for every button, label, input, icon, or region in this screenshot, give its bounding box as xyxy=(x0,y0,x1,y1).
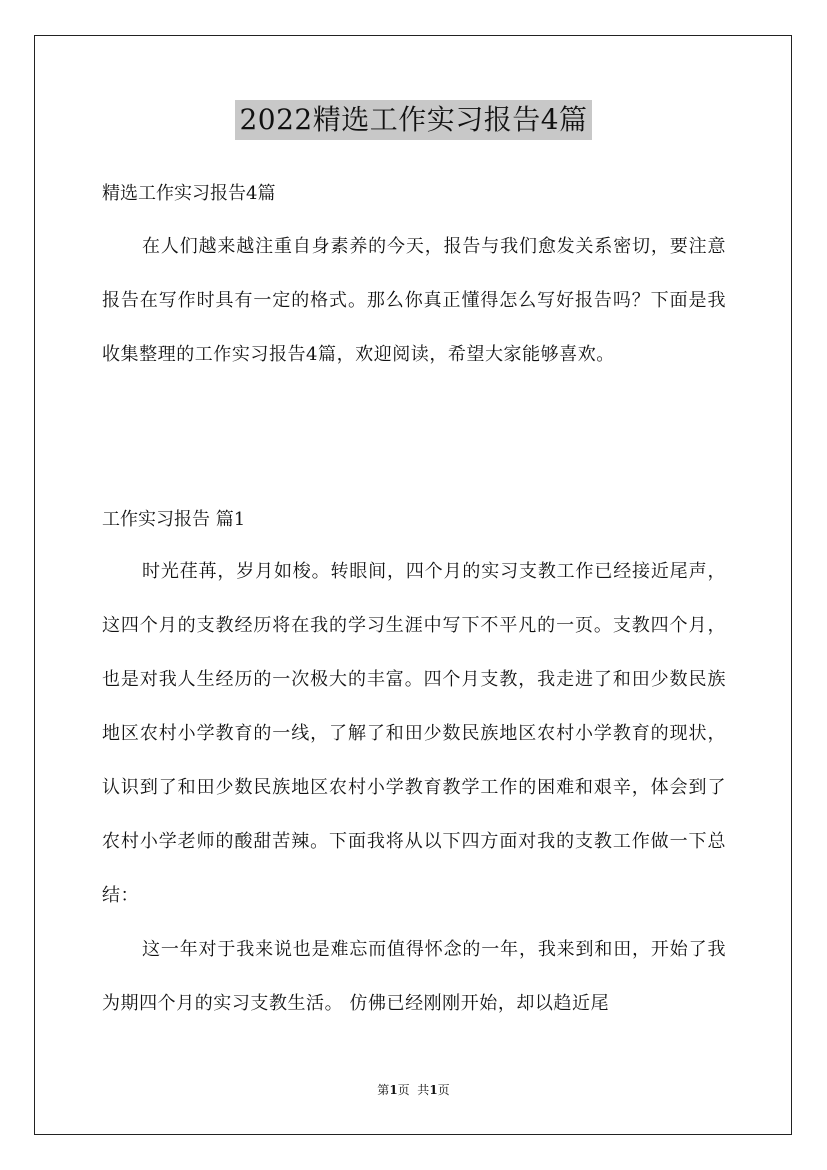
page-footer xyxy=(0,1082,827,1098)
intro-paragraph: 在人们越来越注重自身素养的今天，报告与我们愈发关系密切，要注意报告在写作时具有一定的格式。那么你真正懂得怎么写好报告吗？下面是我收集整理的工作实习报告4篇，欢迎阅读，希望大家能够喜欢。 xyxy=(102,236,726,365)
body-paragraph-2: 这一年对于我来说也是难忘而值得怀念的一年，我来到和田，开始了我为期四个月的实习支教生活。 仿佛已经刚刚开始，却以趋近尾 xyxy=(102,939,726,1014)
title-container xyxy=(0,100,827,140)
document-title: 2022精选工作实习报告4篇 xyxy=(235,100,591,140)
body-paragraph-1: 时光荏苒，岁月如梭。转眼间，四个月的实习支教工作已经接近尾声，这四个月的支教经历将在我的学习生涯中写下不平凡的一页。支教四个月，也是对我人生经历的一次极大的丰富。四个月支教，我走进了和田少数民族地区农村小学教育的一线，了解了和田少数民族地区农村小学教育的现状，认识到了和田少数民族地区农村小学教育教学工作的困难和艰辛，体会到了农村小学老师的酸甜苦辣。下面我将从以下四方面对我的支教工作做一下总结： xyxy=(102,561,726,906)
section-heading: 工作实习报告 篇1 xyxy=(102,509,246,530)
document-subtitle: 精选工作实习报告4篇 xyxy=(102,183,276,204)
footer-mid: 页 共 xyxy=(397,1083,430,1097)
footer-page-number: 1 xyxy=(389,1083,398,1097)
footer-page-total: 1 xyxy=(429,1083,438,1097)
footer-prefix: 第 xyxy=(377,1083,390,1097)
footer-suffix: 页 xyxy=(437,1083,450,1097)
